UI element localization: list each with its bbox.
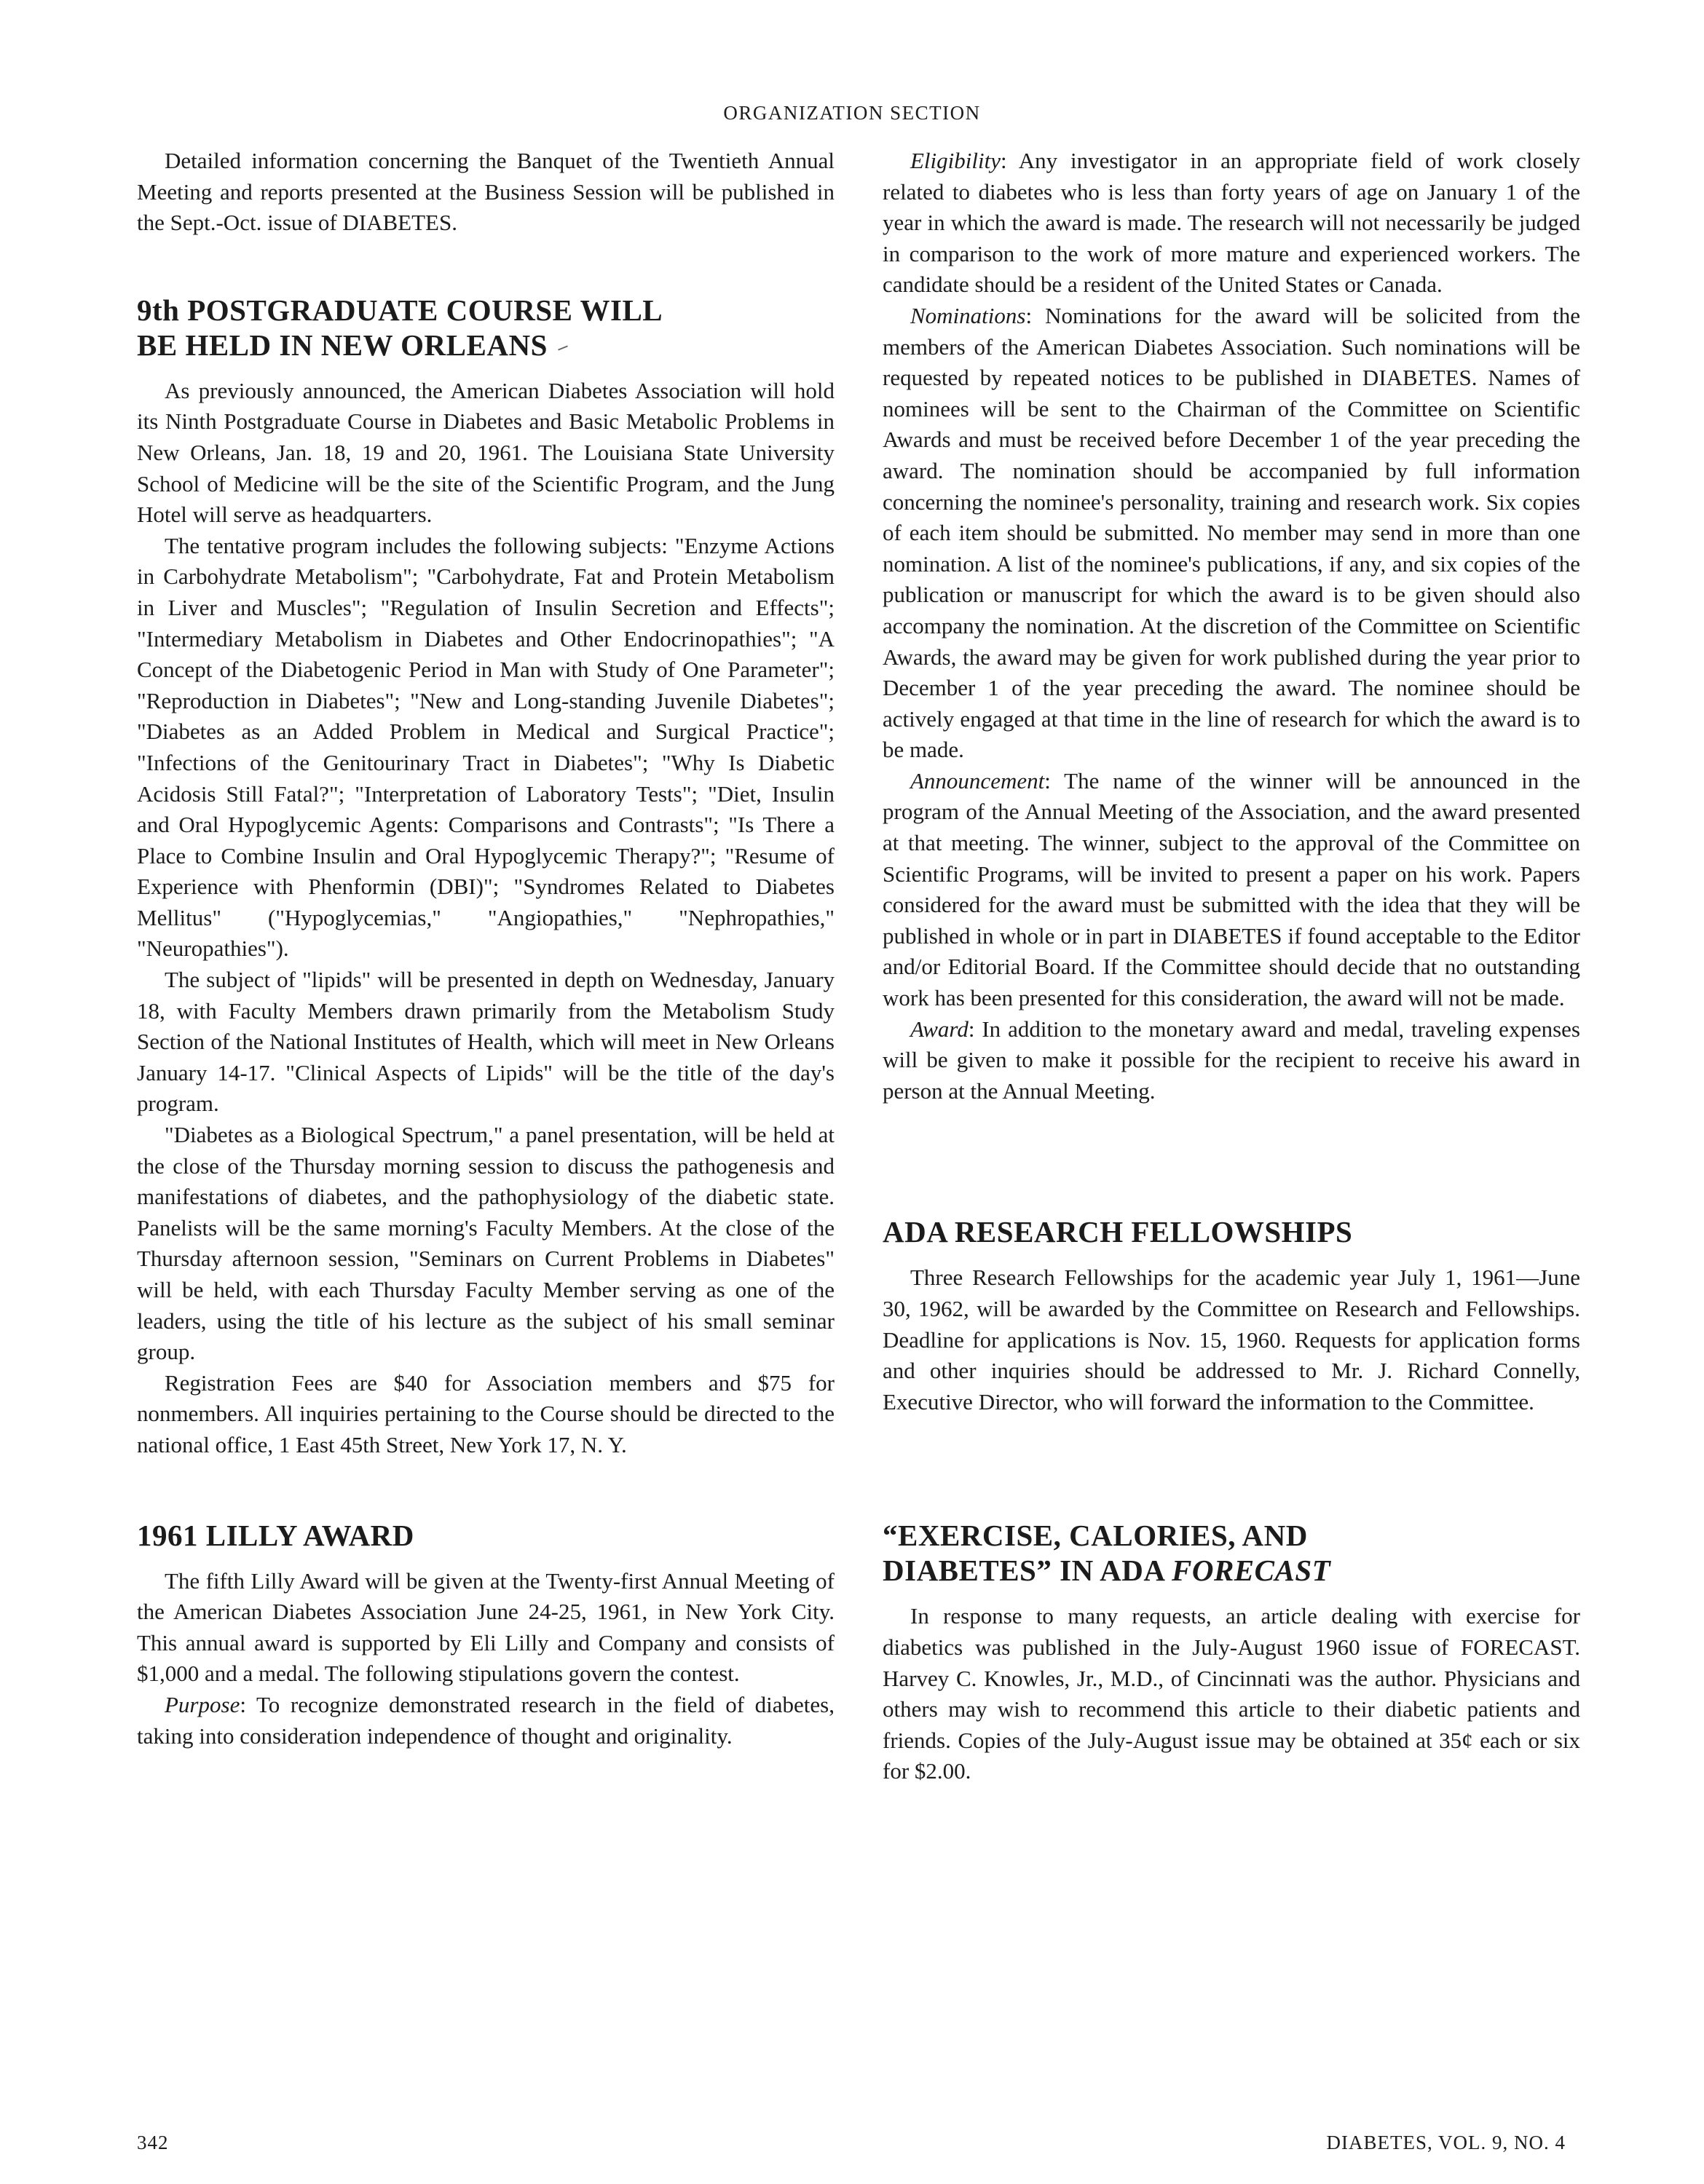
award-paragraph: [883, 1014, 1580, 1107]
right-column: [883, 146, 1580, 1787]
announcement-paragraph: [883, 766, 1580, 1014]
course-heading-line2: BE HELD IN NEW ORLEANS: [137, 328, 548, 362]
lilly-heading: 1961 LILLY AWARD: [137, 1518, 414, 1552]
exercise-heading: [883, 1518, 1580, 1588]
journal-issue: DIABETES, VOL. 9, NO. 4: [1326, 2132, 1566, 2153]
left-column: [137, 146, 835, 1752]
course-paragraph-4: "Diabetes as a Biological Spectrum," a panel presentation, will be held at the close of the Thursday morning session to discuss the pathogenesis and manifestations of diabetes, and the pathophysiology of the diabetic state. Panelists will be the same morning's Faculty Members. At the close of the Thursday afternoon session, "Seminars on Current Problems in Diabetes" will be held, with each Thursday Faculty Member serving as one of the leaders, using the title of his lecture as the subject of his small seminar group.: [137, 1122, 835, 1365]
nominations-paragraph: [883, 301, 1580, 766]
course-paragraph-1: As previously announced, the American Diabetes Association will hold its Ninth Postgraduate Course in Diabetes and Basic Metabolic Problems in New Orleans, Jan. 18, 19 and 20, 1961. The Louisiana State University School of Medicine will be the site of the Scientific Program, and the Jung Hotel will serve as headquarters.: [137, 377, 835, 528]
nominations-text: : Nominations for the award will be solicited from the members of the American Diabetes Association. Such nominations will be requested by repeated notices to be published in DIABETES. Names of nominees will be sent to the Chairman of the Committee on Scientific Awards and must be received before December 1 of the year preceding the award. The nomination should be accompanied by full information concerning the nominee's personality, training and research work. Six copies of each item should be submitted. No member may send in more than one nomination. A list of the nominee's publications, if any, and six copies of the publication or manuscript for which the award is to be given should also accompany the nomination. At the discretion of the Committee on Scientific Awards, the award may be given for work published during the year prior to December 1 of the year preceding the award. The nominee should be actively engaged at that time in the line of research for which the award is to be made.: [883, 302, 1580, 763]
purpose-label: Purpose: [165, 1691, 240, 1717]
nominations-label: Nominations: [910, 302, 1026, 328]
eligibility-paragraph: [883, 146, 1580, 301]
course-heading-line1: 9th POSTGRADUATE COURSE WILL: [137, 293, 663, 327]
award-label: Award: [910, 1016, 969, 1042]
course-heading: [137, 293, 835, 363]
announcement-text: : The name of the winner will be announced in the program of the Annual Meeting of the Association, and the award presented at that meeting. The winner, subject to the approval of the Committee on Scientific Programs, will be invited to present a paper on his work. Papers considered for the award must be submitted with the idea that they will be published in whole or in part in DIABETES if found acceptable to the Editor and/or Editorial Board. If the Committee should decide that no outstanding work has been presented for this consideration, the award will not be made.: [883, 767, 1580, 1011]
announcement-label: Announcement: [910, 767, 1045, 794]
award-text: : In addition to the monetary award and medal, traveling expenses will be given to make it possible for the recipient to receive his award in person at the Annual Meeting.: [883, 1016, 1580, 1104]
fellowships-heading: ADA RESEARCH FELLOWSHIPS: [883, 1215, 1353, 1249]
forecast-title: FORECAST: [1171, 1554, 1331, 1588]
exercise-heading-line2: DIABETES” IN ADA: [883, 1554, 1172, 1588]
purpose-text: : To recognize demonstrated research in the field of diabetes, taking into consideration independence of thought and originality.: [137, 1691, 835, 1749]
pencil-mark: [558, 346, 568, 351]
purpose-paragraph: [137, 1690, 835, 1752]
exercise-heading-line1: “EXERCISE, CALORIES, AND: [883, 1519, 1308, 1553]
intro-paragraph: Detailed information concerning the Banquet of the Twentieth Annual Meeting and reports presented at the Business Session will be published in the Sept.-Oct. issue of DIABETES.: [137, 148, 835, 236]
course-paragraph-2: The tentative program includes the following subjects: "Enzyme Actions in Carbohydrate Metabolism"; "Carbohydrate, Fat and Protein Metabolism in Liver and Muscles"; "Regulation of Insulin Secretion and Effects"; "Intermediary Metabolism in Diabetes and Other Endocrinopathies"; "A Concept of the Diabetogenic Period in Man with Study of One Parameter"; "Reproduction in Diabetes"; "New and Long-standing Juvenile Diabetes"; "Diabetes as an Added Problem in Medical and Surgical Practice"; "Infections of the Genitourinary Tract in Diabetes"; "Why Is Diabetic Acidosis Still Fatal?"; "Interpretation of Laboratory Tests"; "Diet, Insulin and Oral Hypoglycemic Agents: Comparisons and Contrasts"; "Is There a Place to Combine Insulin and Oral Hypoglycemic Therapy?"; "Resume of Experience with Phenformin (DBI)"; "Syndromes Related to Diabetes Mellitus" ("Hypoglycemias," "Angiopathies," "Nephropathies," "Neuropathies").: [137, 532, 835, 962]
eligibility-label: Eligibility: [910, 148, 1001, 173]
fellowships-paragraph: Three Research Fellowships for the academic year July 1, 1961—June 30, 1962, will be awarded by the Committee on Research and Fellowships. Deadline for applications is Nov. 15, 1960. Requests for application forms and other inquiries should be addressed to Mr. J. Richard Connelly, Executive Director, who will forward the information to the Committee.: [883, 1265, 1580, 1415]
lilly-paragraph-1: The fifth Lilly Award will be given at the Twenty-first Annual Meeting of the American Diabetes Association June 24-25, 1961, in New York City. This annual award is supported by Eli Lilly and Company and consists of $1,000 and a medal. The following stipulations govern the contest.: [137, 1567, 835, 1687]
running-head: ORGANIZATION SECTION: [723, 102, 981, 124]
exercise-paragraph: In response to many requests, an article dealing with exercise for diabetics was published in the July-August 1960 issue of FORECAST. Harvey C. Knowles, Jr., M.D., of Cincinnati was the author. Physicians and others may wish to recommend this article to their diabetic patients and friends. Copies of the July-August issue may be obtained at 35¢ each or six for $2.00.: [883, 1603, 1580, 1784]
eligibility-text: : Any investigator in an appropriate field of work closely related to diabetes who is less than forty years of age on January 1 of the year in which the award is made. The research will not necessarily be judged in comparison to the work of more mature and experienced workers. The candidate should be a resident of the United States or Canada.: [883, 148, 1580, 298]
course-paragraph-5: Registration Fees are $40 for Association members and $75 for nonmembers. All inquiries pertaining to the Course should be directed to the national office, 1 East 45th Street, New York 17, N. Y.: [137, 1369, 835, 1457]
course-paragraph-3: The subject of "lipids" will be presented in depth on Wednesday, January 18, with Faculty Members drawn primarily from the Metabolism Study Section of the National Institutes of Health, which will meet in New Orleans January 14-17. "Clinical Aspects of Lipids" will be the title of the day's program.: [137, 967, 835, 1117]
page-number: 342: [137, 2132, 169, 2153]
